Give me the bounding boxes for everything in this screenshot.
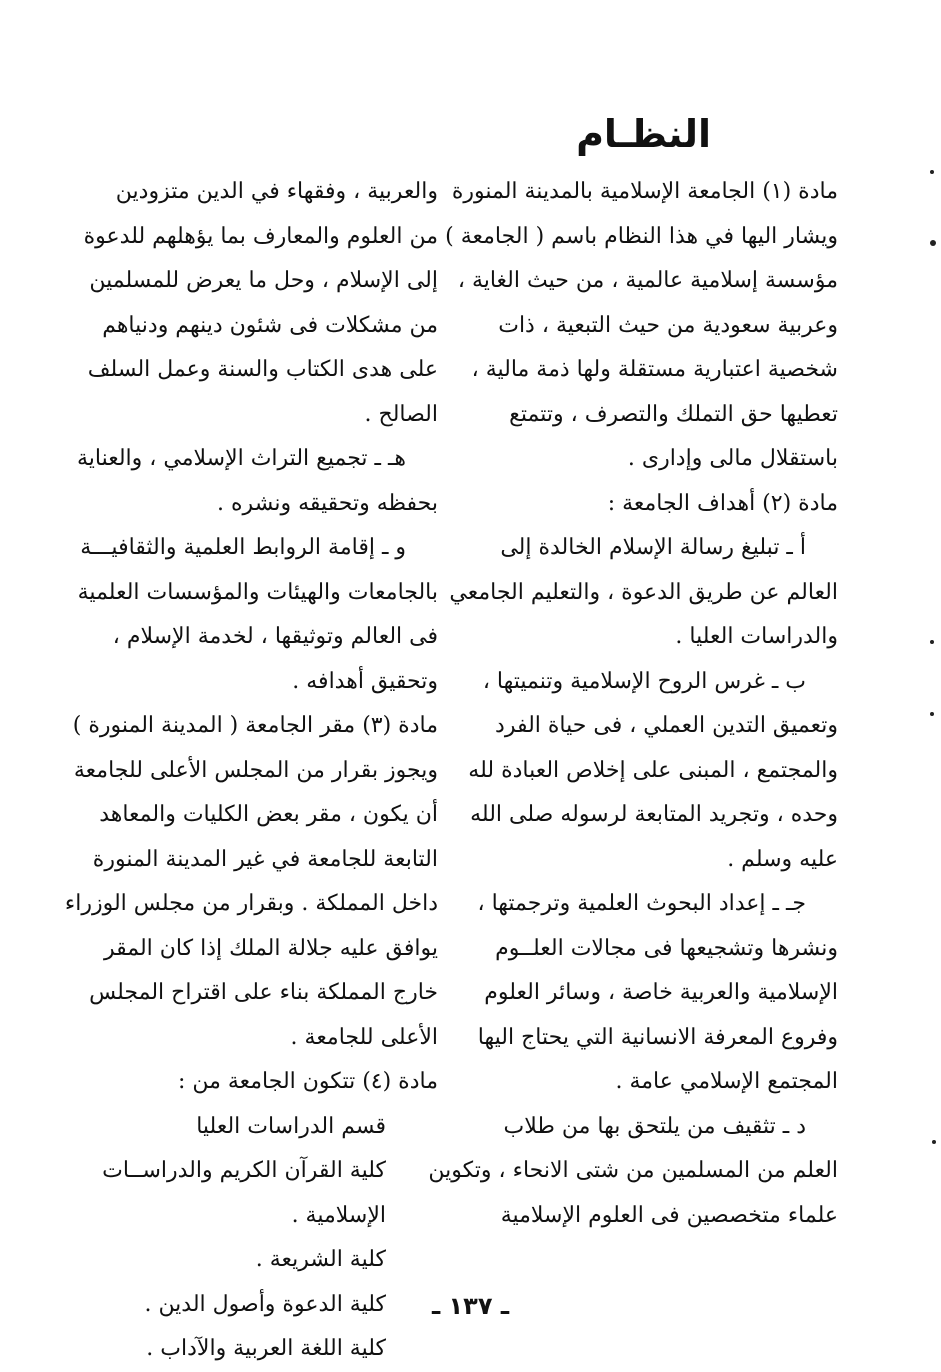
- margin-mark: [930, 712, 934, 716]
- text-line: بالجامعات والهيئات والمؤسسات العلمية: [77, 579, 438, 605]
- text-line: تعطيها حق التملك والتصرف ، وتتمتع: [509, 401, 838, 427]
- text-line: فى العالم وتوثيقها ، لخدمة الإسلام ،: [112, 624, 438, 649]
- text-line: علماء متخصصين فى العلوم الإسلامية: [500, 1202, 838, 1228]
- page-number: ـ ١٣٧ ـ: [431, 1292, 510, 1320]
- list-item: كلية اللغة العربية والآداب .: [146, 1336, 386, 1361]
- text-line: من مشكلات فى شئون دينهم ودنياهم: [102, 312, 438, 338]
- margin-mark: [930, 240, 936, 246]
- text-line: ويشار اليها في هذا النظام باسم ( الجامعة ): [445, 223, 838, 249]
- text-line: من العلوم والمعارف بما يؤهلهم للدعوة: [83, 223, 438, 249]
- text-line: بحفظه وتحقيقه ونشره .: [217, 490, 438, 516]
- text-line: أ ـ تبليغ رسالة الإسلام الخالدة إلى: [500, 535, 806, 560]
- text-line: الإسلامية والعربية خاصة ، وسائر العلوم: [484, 980, 838, 1005]
- margin-mark: [932, 1140, 936, 1144]
- list-item: كلية الشريعة .: [255, 1247, 386, 1272]
- list-item: الإسلامية .: [291, 1202, 386, 1228]
- text-line: مادة (٢) أهداف الجامعة :: [607, 490, 838, 516]
- margin-mark: [930, 170, 934, 174]
- list-item: كلية القرآن الكريم والدراســات: [102, 1158, 386, 1183]
- text-line: العلم من المسلمين من شتى الانحاء ، وتكوين: [428, 1158, 838, 1183]
- text-line: الصالح .: [364, 401, 438, 427]
- text-line: شخصية اعتبارية مستقلة ولها ذمة مالية ،: [471, 357, 838, 382]
- text-line: مادة (١) الجامعة الإسلامية بالمدينة المنورة: [451, 179, 838, 204]
- text-line: خارج المملكة بناء على اقتراح المجلس: [89, 980, 438, 1005]
- text-line: مادة (٣) مقر الجامعة ( المدينة المنورة ): [72, 713, 438, 738]
- left-column: [64, 170, 438, 1372]
- text-line: جـ ـ إعداد البحوث العلمية وترجمتها ،: [477, 891, 806, 916]
- text-line: هـ ـ تجميع التراث الإسلامي ، والعناية: [76, 446, 406, 471]
- text-line: على هدى الكتاب والسنة وعمل السلف: [87, 357, 438, 382]
- text-line: وتعميق التدين العملي ، فى حياة الفرد: [495, 713, 838, 738]
- margin-mark: [930, 640, 934, 644]
- page-title: النظـام: [576, 112, 711, 156]
- text-line: و ـ إقامة الروابط العلمية والثقافيـــة: [80, 535, 406, 560]
- text-line: مؤسسة إسلامية عالمية ، من حيث الغاية ،: [457, 268, 838, 293]
- text-line: والعربية ، وفقهاء في الدين متزودين: [115, 179, 438, 204]
- text-line: العالم عن طريق الدعوة ، والتعليم الجامعي: [449, 579, 838, 605]
- text-line: عليه وسلم .: [727, 846, 838, 872]
- text-line: وفروع المعرفة الانسانية التي يحتاج اليها: [477, 1024, 838, 1050]
- text-line: والدراسات العليا .: [675, 624, 838, 649]
- text-line: ونشرها وتشجيعها فى مجالات العلــوم: [495, 935, 838, 961]
- text-line: وحده ، وتجريد المتابعة لرسوله صلى الله: [470, 802, 838, 827]
- text-line: داخل المملكة . وبقرار من مجلس الوزراء: [64, 891, 438, 916]
- text-line: د ـ تثقيف من يلتحق بها من طلاب: [503, 1113, 806, 1139]
- list-item: كلية الدعوة وأصول الدين .: [144, 1291, 386, 1317]
- list-item: قسم الدراسات العليا: [196, 1113, 386, 1139]
- text-line: يوافق عليه جلالة الملك إذا كان المقر: [103, 935, 438, 961]
- text-line: ب ـ غرس الروح الإسلامية وتنميتها ،: [482, 668, 806, 694]
- text-line: المجتمع الإسلامي عامة .: [615, 1069, 838, 1094]
- text-line: وعربية سعودية من حيث التبعية ، ذات: [498, 312, 838, 338]
- text-line: ويجوز بقرار من المجلس الأعلى للجامعة: [73, 757, 438, 783]
- text-line: والمجتمع ، المبنى على إخلاص العبادة لله: [468, 757, 838, 783]
- text-line: مادة (٤) تتكون الجامعة من :: [177, 1069, 438, 1094]
- text-line: باستقلال مالى وإدارى .: [627, 446, 838, 471]
- text-line: أن يكون ، مقر بعض الكليات والمعاهد: [99, 802, 438, 827]
- text-line: وتحقيق أهدافه .: [292, 668, 438, 694]
- text-line: الأعلى للجامعة .: [290, 1024, 438, 1050]
- text-line: التابعة للجامعة في غير المدينة المنورة: [92, 846, 438, 872]
- right-column: [428, 170, 838, 1238]
- text-line: إلى الإسلام ، وحل ما يعرض للمسلمين: [89, 268, 438, 293]
